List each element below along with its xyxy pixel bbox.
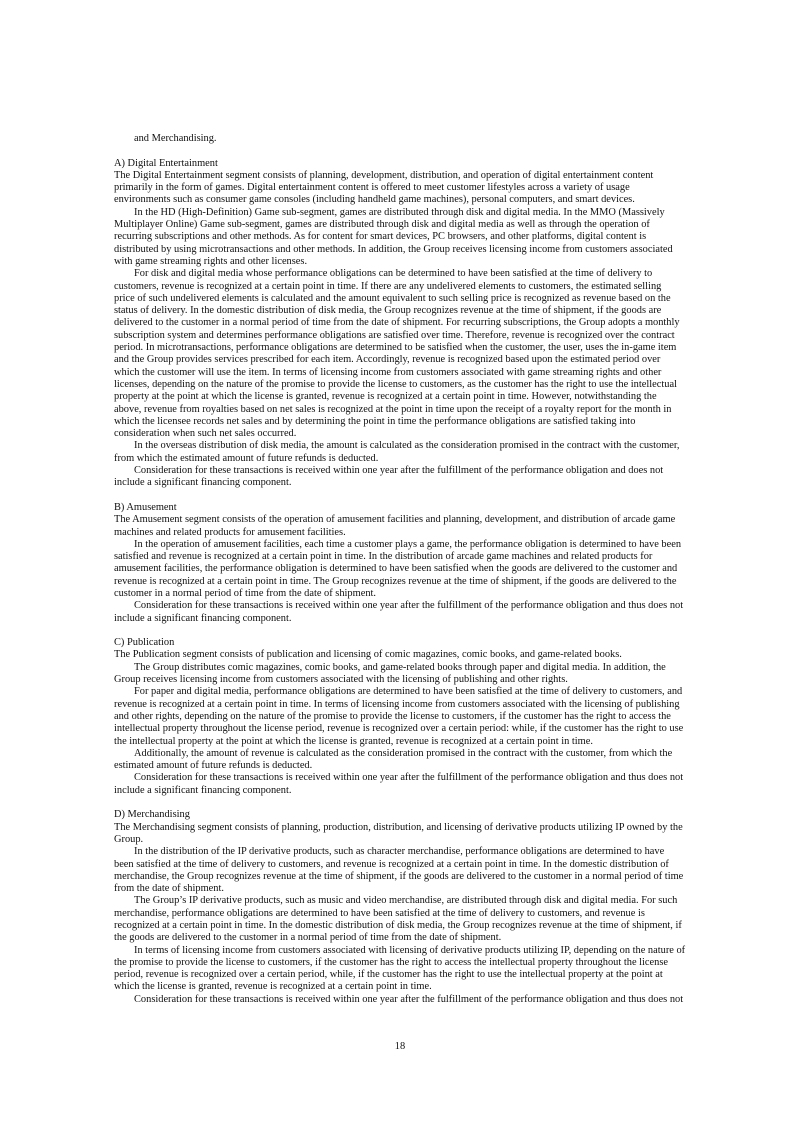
text-line: Group receives licensing income from customers associated with the licensing of publishing and other rights. [114,674,568,686]
section [114,797,710,1006]
paragraph [114,945,710,994]
text-line: with game streaming rights and other licenses. [114,255,308,267]
section-spacer [114,797,710,809]
paragraph [114,268,710,440]
text-line: primarily in the form of games. Digital entertainment content is offered to meet customer lifestyles across a variety of usage [114,182,630,194]
paragraph [114,686,710,747]
text-line: distributed by using microtransactions and other methods. In addition, the Group receives licensing income from customers associated [114,243,673,255]
text-line: delivered to the customer in a normal period of time from the date of shipment. For recurring subscriptions, the Group adopts a monthly [114,317,680,329]
text-line: The Group distributes comic magazines, comic books, and game-related books through paper and digital media. In addition, the [134,661,666,673]
text-line: recurring subscriptions and other methods. As for content for smart devices, PC browsers, and other platforms, digital content is [114,231,647,243]
paragraph [114,748,710,773]
text-line: the intellectual property at the point at which the license is granted, revenue is recognized at a certain point in time. [114,735,593,747]
paragraph [114,822,710,847]
text-line: machines and related products for amusement facilities. [114,526,346,538]
text-line: above, revenue from royalties based on net sales is recognized at the point in time upon the receipt of a royalty report for the month in [114,403,672,415]
section-spacer [114,145,710,157]
text-line: licenses, depending on the nature of the promise to provide the license to customers, as the customer has the right to use the intellectual [114,378,677,390]
text-line: The Group’s IP derivative products, such as music and video merchandise, are distributed through disk and digital media. For such [134,895,678,907]
text-line: In the HD (High-Definition) Game sub-segment, games are distributed through disk and digital media. In the MMO (Massively [134,206,665,218]
text-line: from which the estimated amount of future refunds is deducted. [114,452,379,464]
paragraph [114,465,710,490]
text-line: been satisfied at the time of delivery to customers, and revenue is recognized at a certain point in time. In the domestic distribution of [114,858,669,870]
text-line: The Merchandising segment consists of planning, production, distribution, and licensing of derivative products utilizing IP owned by the [114,821,683,833]
text-line: For paper and digital media, performance obligations are determined to have been satisfied at the time of delivery to customers, and [134,686,683,698]
paragraph [114,207,710,268]
text-line: Group. [114,833,144,845]
text-line: and the Group provides services prescribed for each item. Accordingly, revenue is recognized based upon the estimated period over [114,354,661,366]
paragraph [114,994,710,1006]
text-line: period. In microtransactions, performance obligations are determined to be satisfied when the customer, the user, uses the in-game item [114,342,677,354]
paragraph [114,772,710,797]
text-line: The Digital Entertainment segment consists of planning, development, distribution, and operation of digital entertainment content [114,169,654,181]
text-line: recognized at a certain point in time. In the domestic distribution of disk media, the Group recognizes revenue at the time of shipment, if [114,920,682,931]
text-line: The Amusement segment consists of the operation of amusement facilities and planning, development, and distribution of arcade game [114,514,676,526]
section-spacer [114,490,710,502]
text-line: In terms of licensing income from customers associated with licensing of derivative products utilizing IP, depending on the nature of [134,944,686,956]
document-page [114,133,710,1006]
text-line: consideration when such net sales occurred. [114,428,297,440]
text-line: which the licensee records net sales and by determining the point in time the performance obligations are satisfied taking into [114,415,636,427]
text-line: which the license is granted, revenue is recognized at a certain point in time. [114,981,432,993]
intro-line: and Merchandising. [134,133,217,144]
paragraph [114,895,710,944]
text-line: include a significant financing component. [114,612,292,624]
text-line: price of such undelivered elements is calculated and the amount equivalent to such selling price is recognized as revenue based on the [114,292,671,304]
text-line: subscription system and determines performance obligations are satisfied over time. Therefore, revenue is recognized over the contract [114,329,675,341]
text-line: estimated amount of future refunds is deducted. [114,760,313,772]
text-line: merchandise, the Group recognizes revenue at the time of shipment, if the goods are delivered to the customer in a normal period of time [114,870,684,882]
text-line: In the operation of amusement facilities, each time a customer plays a game, the performance obligation is determined to have been [134,538,682,550]
text-line: customer in a normal period of time from the date of shipment. [114,587,377,599]
text-line: In the distribution of the IP derivative products, such as character merchandise, performance obligations are determined to have [134,846,665,858]
paragraph [114,846,710,895]
text-line: revenue is recognized at a certain point in time. In terms of licensing income from customers associated with the licensing of publishing [114,698,680,710]
text-line: the goods are delivered to the customer in a normal period of time from the date of shipment. [114,932,502,944]
text-line: amusement facilities, the performance obligation is determined to have been satisfied when the goods are delivered to the customer and [114,563,678,575]
text-line: include a significant financing component. [114,477,292,489]
paragraph [114,440,710,465]
text-line: revenue is recognized at a certain point in time. The Group recognizes revenue at the time of shipment, if the goods are delivered to the [114,575,677,587]
text-line: In the overseas distribution of disk media, the amount is calculated as the consideration promised in the contract with the customer, [134,440,680,452]
text-line: environments such as consumer game consoles (including handheld game machines), personal computers, and smart devices. [114,194,635,206]
text-line: Consideration for these transactions is received within one year after the fulfillment of the performance obligation and thus does not [134,600,684,612]
text-line: the promise to provide the license to customers, if the customer has the right to access the intellectual property throughout the license [114,956,669,968]
text-line: Consideration for these transactions is received within one year after the fulfillment of the performance obligation and thus does not [134,993,684,1005]
text-line: For disk and digital media whose performance obligations can be determined to have been satisfied at the time of delivery to [134,268,653,280]
text-line: which the customer will use the item. In terms of licensing income from customers associated with game streaming rights and other [114,366,662,378]
section [114,490,710,625]
sections-container [114,145,710,1006]
text-line: The Publication segment consists of publication and licensing of comic magazines, comic books, and game-related books. [114,649,622,661]
text-line: status of delivery. In the domestic distribution of disk media, the Group recognizes revenue at the time of shipment, if the goods are [114,305,662,317]
text-line: include a significant financing component. [114,784,292,796]
section [114,145,710,489]
paragraph [114,649,710,661]
text-line: customers, revenue is recognized at a certain point in time. If there are any undelivered elements to customers, the estimated selling [114,280,662,292]
text-line: intellectual property throughout the license period, revenue is recognized over a certain period: while, if the customer has the right to use [114,723,684,735]
section-spacer [114,625,710,637]
text-line: merchandise, performance obligations are determined to have been satisfied at the time of delivery to customers, and revenue is [114,907,645,919]
paragraph [114,662,710,687]
text-line: Consideration for these transactions is received within one year after the fulfillment of the performance obligation and does not [134,465,664,477]
text-line: from the date of shipment. [114,883,224,895]
section-heading: B) Amusement [114,501,177,513]
text-line: and other rights, depending on the nature of the promise to provide the license to customers, if the customer has the right to access the [114,710,671,722]
section-heading: D) Merchandising [114,809,190,821]
text-line: Multiplayer Online) Game sub-segment, games are distributed through disk and digital media as well as through the operation of [114,219,650,231]
text-line: satisfied and revenue is recognized at a certain point in time. In the distribution of arcade game machines and related products for [114,551,653,563]
section-heading: A) Digital Entertainment [114,157,218,169]
section [114,625,710,797]
text-line: Consideration for these transactions is received within one year after the fulfillment of the performance obligation and thus does not [134,772,684,784]
paragraph [114,600,710,625]
section-heading: C) Publication [114,637,175,649]
page-number: 18 [394,1041,406,1052]
paragraph [114,539,710,600]
paragraph [114,514,710,539]
text-line: period, revenue is recognized over a certain period, while, if the customer has the right to use the intellectual property at the point at [114,969,663,981]
paragraph [114,170,710,207]
text-line: property at the point at which the license is granted, revenue is recognized at a certain point in time. However, notwithstanding the [114,391,657,403]
text-line: Additionally, the amount of revenue is calculated as the consideration promised in the contract with the customer, from which the [134,747,673,759]
